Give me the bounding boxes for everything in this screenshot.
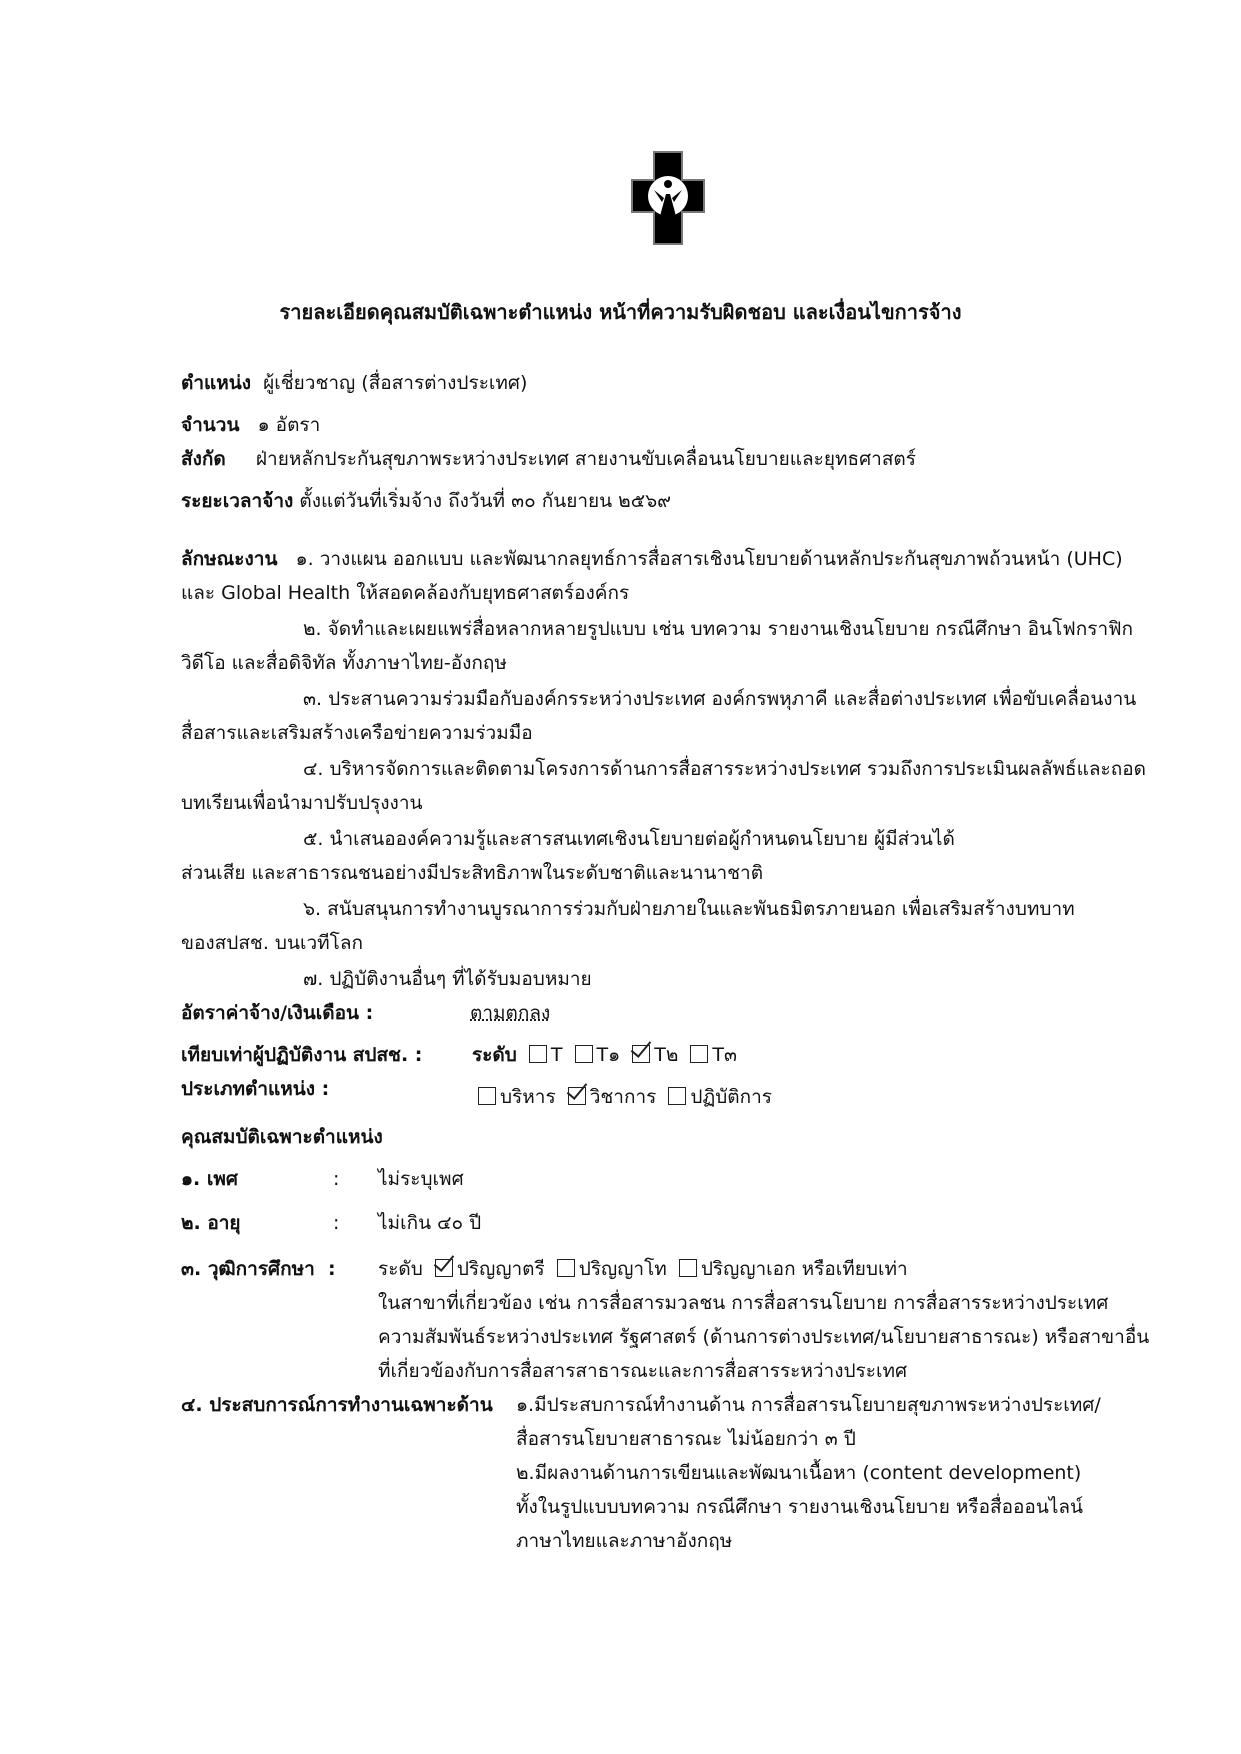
salary-label: อัตราค่าจ้าง/เงินเดือน : (181, 1002, 374, 1024)
field-label: ตำแหน่ง (181, 372, 252, 394)
job-text: วิดีโอ และสื่อดิจิทัล ทั้งภาษาไทย-อังกฤษ (181, 652, 507, 674)
job-text: ส่วนเสีย และสาธารณชนอย่างมีประสิทธิภาพในระดับชาติและนานาชาติ (181, 862, 764, 884)
education-text: ในสาขาที่เกี่ยวข้อง เช่น การสื่อสารมวลชน การสื่อสารนโยบาย การสื่อสารระหว่างประเทศ (378, 1292, 1109, 1314)
level-label: ระดับ (378, 1258, 423, 1280)
field-value: ผู้เชี่ยวชาญ (สื่อสารต่างประเทศ) (263, 372, 528, 394)
education-text: ที่เกี่ยวข้องกับการสื่อสารสาธารณะและการสื่อสารระหว่างประเทศ (378, 1360, 908, 1382)
experience-label: ๔. ประสบการณ์การทำงานเฉพาะด้าน (181, 1394, 493, 1416)
checkbox-master[interactable] (557, 1259, 575, 1277)
field-value: ฝ่ายหลักประกันสุขภาพระหว่างประเทศ สายงานขับเคลื่อนนโยบายและยุทธศาสตร์ (255, 448, 916, 470)
field-duration (181, 488, 671, 514)
education-label-text: ๓. วุฒิการศึกษา (181, 1258, 315, 1280)
option-label: T (550, 1044, 563, 1066)
level-label: ระดับ (472, 1044, 517, 1066)
document-title: รายละเอียดคุณสมบัติเฉพาะตำแหน่ง หน้าที่ความรับผิดชอบ และเงื่อนไขการจ้าง (279, 300, 962, 324)
job-text: และ Global Health ให้สอดคล้องกับยุทธศาสตร์องค์กร (181, 582, 630, 604)
colon: : (328, 1258, 336, 1280)
job-text: ๔. บริหารจัดการและติดตามโครงการด้านการสื่อสารระหว่างประเทศ รวมถึงการประเมินผลลัพธ์และถอด (303, 758, 1146, 780)
nhso-logo-icon (630, 150, 706, 246)
experience-text: ภาษาไทยและภาษาอังกฤษ (516, 1530, 733, 1552)
checkbox-type-academic[interactable] (568, 1087, 586, 1105)
job-text: ๓. ประสานความร่วมมือกับองค์กรระหว่างประเทศ องค์กรพหุภาคี และสื่อต่างประเทศ เพื่อขับเคลื่อนงาน (303, 688, 1137, 710)
option-label: ปฏิบัติการ (690, 1086, 772, 1108)
field-label: จำนวน (181, 414, 240, 436)
colon: : (333, 1212, 340, 1234)
experience-text: สื่อสารนโยบายสาธารณะ ไม่น้อยกว่า ๓ ปี (516, 1428, 856, 1450)
equivalent-label: เทียบเท่าผู้ปฏิบัติงาน สปสช. : (181, 1044, 423, 1066)
job-text: บทเรียนเพื่อนำมาปรับปรุงงาน (181, 792, 423, 814)
checkbox-doctorate[interactable] (679, 1259, 697, 1277)
option-label: ปริญญาตรี (456, 1258, 545, 1280)
checkbox-level-t[interactable] (529, 1045, 547, 1063)
checkbox-level-t3[interactable] (690, 1045, 708, 1063)
job-text: ๗. ปฏิบัติงานอื่นๆ ที่ได้รับมอบหมาย (303, 968, 592, 990)
job-nature-label: ลักษณะงาน (181, 548, 278, 570)
job-text: ๕. นำเสนอองค์ความรู้และสารสนเทศเชิงนโยบายต่อผู้กำหนดนโยบาย ผู้มีส่วนได้ (303, 828, 955, 850)
checkbox-level-t2[interactable] (632, 1045, 650, 1063)
experience-text: ๒.มีผลงานด้านการเขียนและพัฒนาเนื้อหา (content development) (516, 1462, 1082, 1484)
job-text: ๖. สนับสนุนการทำงานบูรณาการร่วมกับฝ่ายภายในและพันธมิตรภายนอก เพื่อเสริมสร้างบทบาท (303, 898, 1075, 920)
education-label (181, 1256, 336, 1282)
option-label: T๓ (712, 1044, 738, 1066)
checkbox-type-management[interactable] (478, 1087, 496, 1105)
age-label: ๒. อายุ (181, 1212, 241, 1234)
colon: : (333, 1168, 340, 1190)
checkbox-type-operational[interactable] (668, 1087, 686, 1105)
field-department (181, 446, 916, 472)
salary-value: ตามตกลง (470, 1002, 551, 1024)
job-text: ๒. จัดทำและเผยแพร่สื่อหลากหลายรูปแบบ เช่น บทความ รายงานเชิงนโยบาย กรณีศึกษา อินโฟกราฟิก (303, 618, 1134, 640)
job-text: สื่อสารและเสริมสร้างเครือข่ายความร่วมมือ (181, 722, 533, 744)
option-label: ปริญญาเอก หรือเทียบเท่า (700, 1258, 908, 1280)
job-text: ๑. วางแผน ออกแบบ และพัฒนากลยุทธ์การสื่อสารเชิงนโยบายด้านหลักประกันสุขภาพถ้วนหน้า (UHC) (295, 548, 1123, 570)
gender-label: ๑. เพศ (181, 1168, 238, 1190)
position-type-label: ประเภทตำแหน่ง : (181, 1078, 330, 1100)
job-text: ของสปสช. บนเวทีโลก (181, 932, 363, 954)
option-label: T๒ (654, 1044, 679, 1066)
field-count (181, 412, 320, 438)
checkbox-level-t1[interactable] (575, 1045, 593, 1063)
option-label: ปริญญาโท (578, 1258, 667, 1280)
experience-text: ๑.มีประสบการณ์ทำงานด้าน การสื่อสารนโยบายสุขภาพระหว่างประเทศ/ (516, 1394, 1101, 1416)
field-value: ตั้งแต่วันที่เริ่มจ้าง ถึงวันที่ ๓๐ กันยายน ๒๕๖๙ (299, 490, 672, 512)
education-options (378, 1256, 908, 1282)
option-label: วิชาการ (589, 1086, 657, 1108)
qualifications-heading: คุณสมบัติเฉพาะตำแหน่ง (181, 1126, 383, 1148)
position-type-options (472, 1084, 772, 1110)
age-value: ไม่เกิน ๔๐ ปี (378, 1212, 482, 1234)
level-options (472, 1042, 737, 1068)
field-label: สังกัด (181, 448, 226, 470)
experience-text: ทั้งในรูปแบบบทความ กรณีศึกษา รายงานเชิงนโยบาย หรือสื่อออนไลน์ (516, 1496, 1084, 1518)
checkbox-bachelor[interactable] (435, 1259, 453, 1277)
job-nature-line-1 (181, 546, 1123, 572)
option-label: บริหาร (500, 1086, 556, 1108)
education-text: ความสัมพันธ์ระหว่างประเทศ รัฐศาสตร์ (ด้านการต่างประเทศ/นโยบายสาธารณะ) หรือสาขาอื่น (378, 1326, 1150, 1348)
field-position (181, 370, 527, 396)
option-label: T๑ (596, 1044, 621, 1066)
field-value: ๑ อัตรา (257, 414, 321, 436)
field-label: ระยะเวลาจ้าง (181, 490, 294, 512)
gender-value: ไม่ระบุเพศ (378, 1168, 464, 1190)
